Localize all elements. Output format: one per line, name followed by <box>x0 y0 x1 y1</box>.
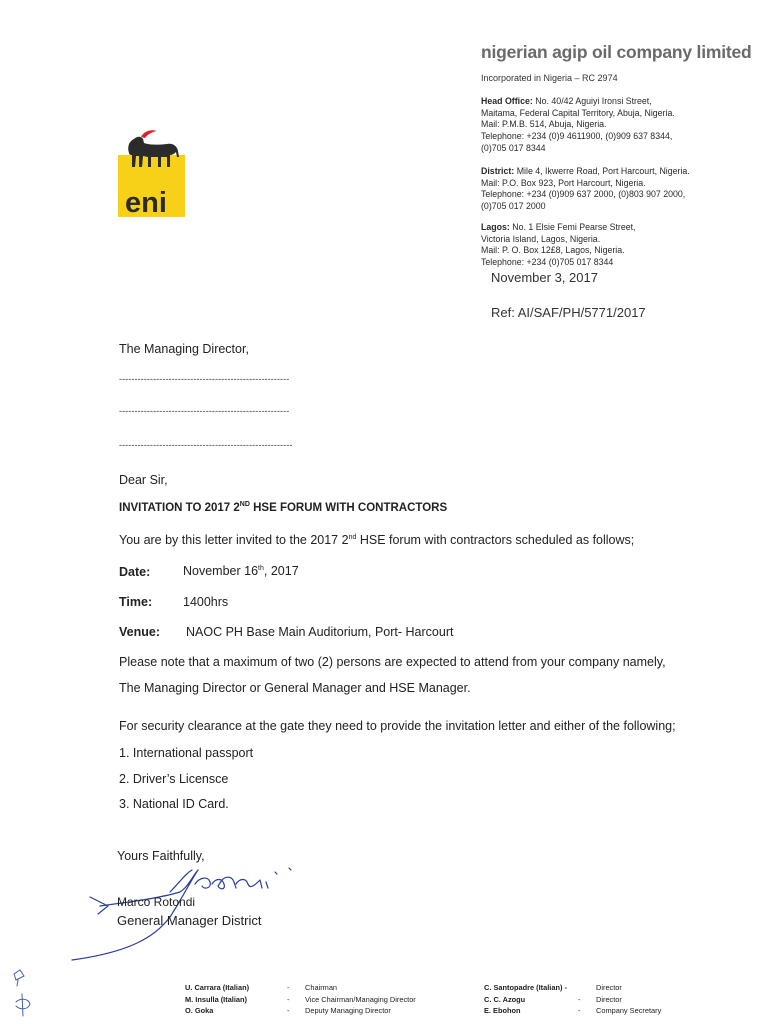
event-venue: NAOC PH Base Main Auditorium, Port- Harcourt <box>186 625 454 639</box>
salutation: Dear Sir, <box>119 473 168 487</box>
eni-logo <box>117 127 187 219</box>
eni-six-legged-dog-icon <box>117 127 187 219</box>
requirement-item-1: 1. International passport <box>119 746 254 760</box>
closing: Yours Faithfully, <box>117 849 205 863</box>
requirement-item-2: 2. Driver’s Licensce <box>119 772 229 786</box>
head-office-label: Head Office: <box>481 96 533 106</box>
district-address: District: Mile 4, Ikwerre Road, Port Harcourt, Nigeria. Mail: P.O. Box 923, Port Harcourt, Nigeria. Telephone: +234 (0)909 637 2000, (0)803 907 2000, (0)705 017 2000 <box>481 166 690 212</box>
event-time: 1400hrs <box>183 595 229 609</box>
director-row: E. Ebohon - Company Secretary <box>484 1006 662 1016</box>
letter-reference: Ref: AI/SAF/PH/5771/2017 <box>491 305 646 320</box>
director-row: U. Carrara (Italian) - Chairman <box>185 983 338 993</box>
svg-text:eni: eni <box>125 187 167 219</box>
address-blank-line-2: ------------------------------------------------------- <box>119 406 290 416</box>
security-clearance-text: For security clearance at the gate they need to provide the invitation letter and either of the following; <box>119 719 676 733</box>
attendance-note-line-1: Please note that a maximum of two (2) persons are expected to attend from your company namely, <box>119 655 666 669</box>
attendance-note-line-2: The Managing Director or General Manager and HSE Manager. <box>119 681 471 695</box>
district-label: District: <box>481 166 515 176</box>
venue-label: Venue: <box>119 625 160 639</box>
director-row: C. C. Azogu - Director <box>484 994 622 1004</box>
head-office-address: Head Office: No. 40/42 Aguiyi Ironsi Street, Maitama, Federal Capital Territory, Abuja, Nigeria. Mail: P.M.B. 514, Abuja, Nigeria. Telephone: +234 (0)9 4611900, (0)909 637 8344, (0)705 017 8344 <box>481 96 675 153</box>
signatory-name: Marco Rotondi <box>117 895 196 909</box>
time-label: Time: <box>119 595 153 609</box>
margin-pen-scribble <box>6 966 36 1022</box>
addressee: The Managing Director, <box>119 342 249 356</box>
director-row: O. Goka - Deputy Managing Director <box>185 1006 391 1016</box>
date-label: Date: <box>119 565 151 579</box>
address-blank-line-1: ------------------------------------------------------- <box>119 374 290 384</box>
footer-directors-left <box>185 982 416 1017</box>
letter-date: November 3, 2017 <box>491 270 598 285</box>
director-row: M. Insulla (Italian) - Vice Chairman/Managing Director <box>185 994 416 1004</box>
letter-subject: INVITATION TO 2017 2ND HSE FORUM WITH CONTRACTORS <box>119 501 448 514</box>
intro-paragraph: You are by this letter invited to the 2017 2nd HSE forum with contractors scheduled as follows; <box>119 533 635 547</box>
requirement-item-3: 3. National ID Card. <box>119 797 229 811</box>
address-blank-line-3: -------------------------------------------------------- <box>119 440 293 450</box>
incorporation-text: Incorporated in Nigeria – RC 2974 <box>481 73 618 83</box>
lagos-label: Lagos: <box>481 222 510 232</box>
company-name: nigerian agip oil company limited <box>481 42 752 62</box>
lagos-address: Lagos: No. 1 Elsie Femi Pearse Street, Victoria Island, Lagos, Nigeria. Mail: P. O. Box 12£8, Lagos, Nigeria. Telephone: +234 (0)705 017 8344 <box>481 222 636 268</box>
footer-directors-right <box>484 982 661 1017</box>
event-date: November 16th, 2017 <box>183 564 299 578</box>
director-row: C. Santopadre (Italian) - Director <box>484 983 622 993</box>
signatory-title: General Manager District <box>117 913 262 928</box>
